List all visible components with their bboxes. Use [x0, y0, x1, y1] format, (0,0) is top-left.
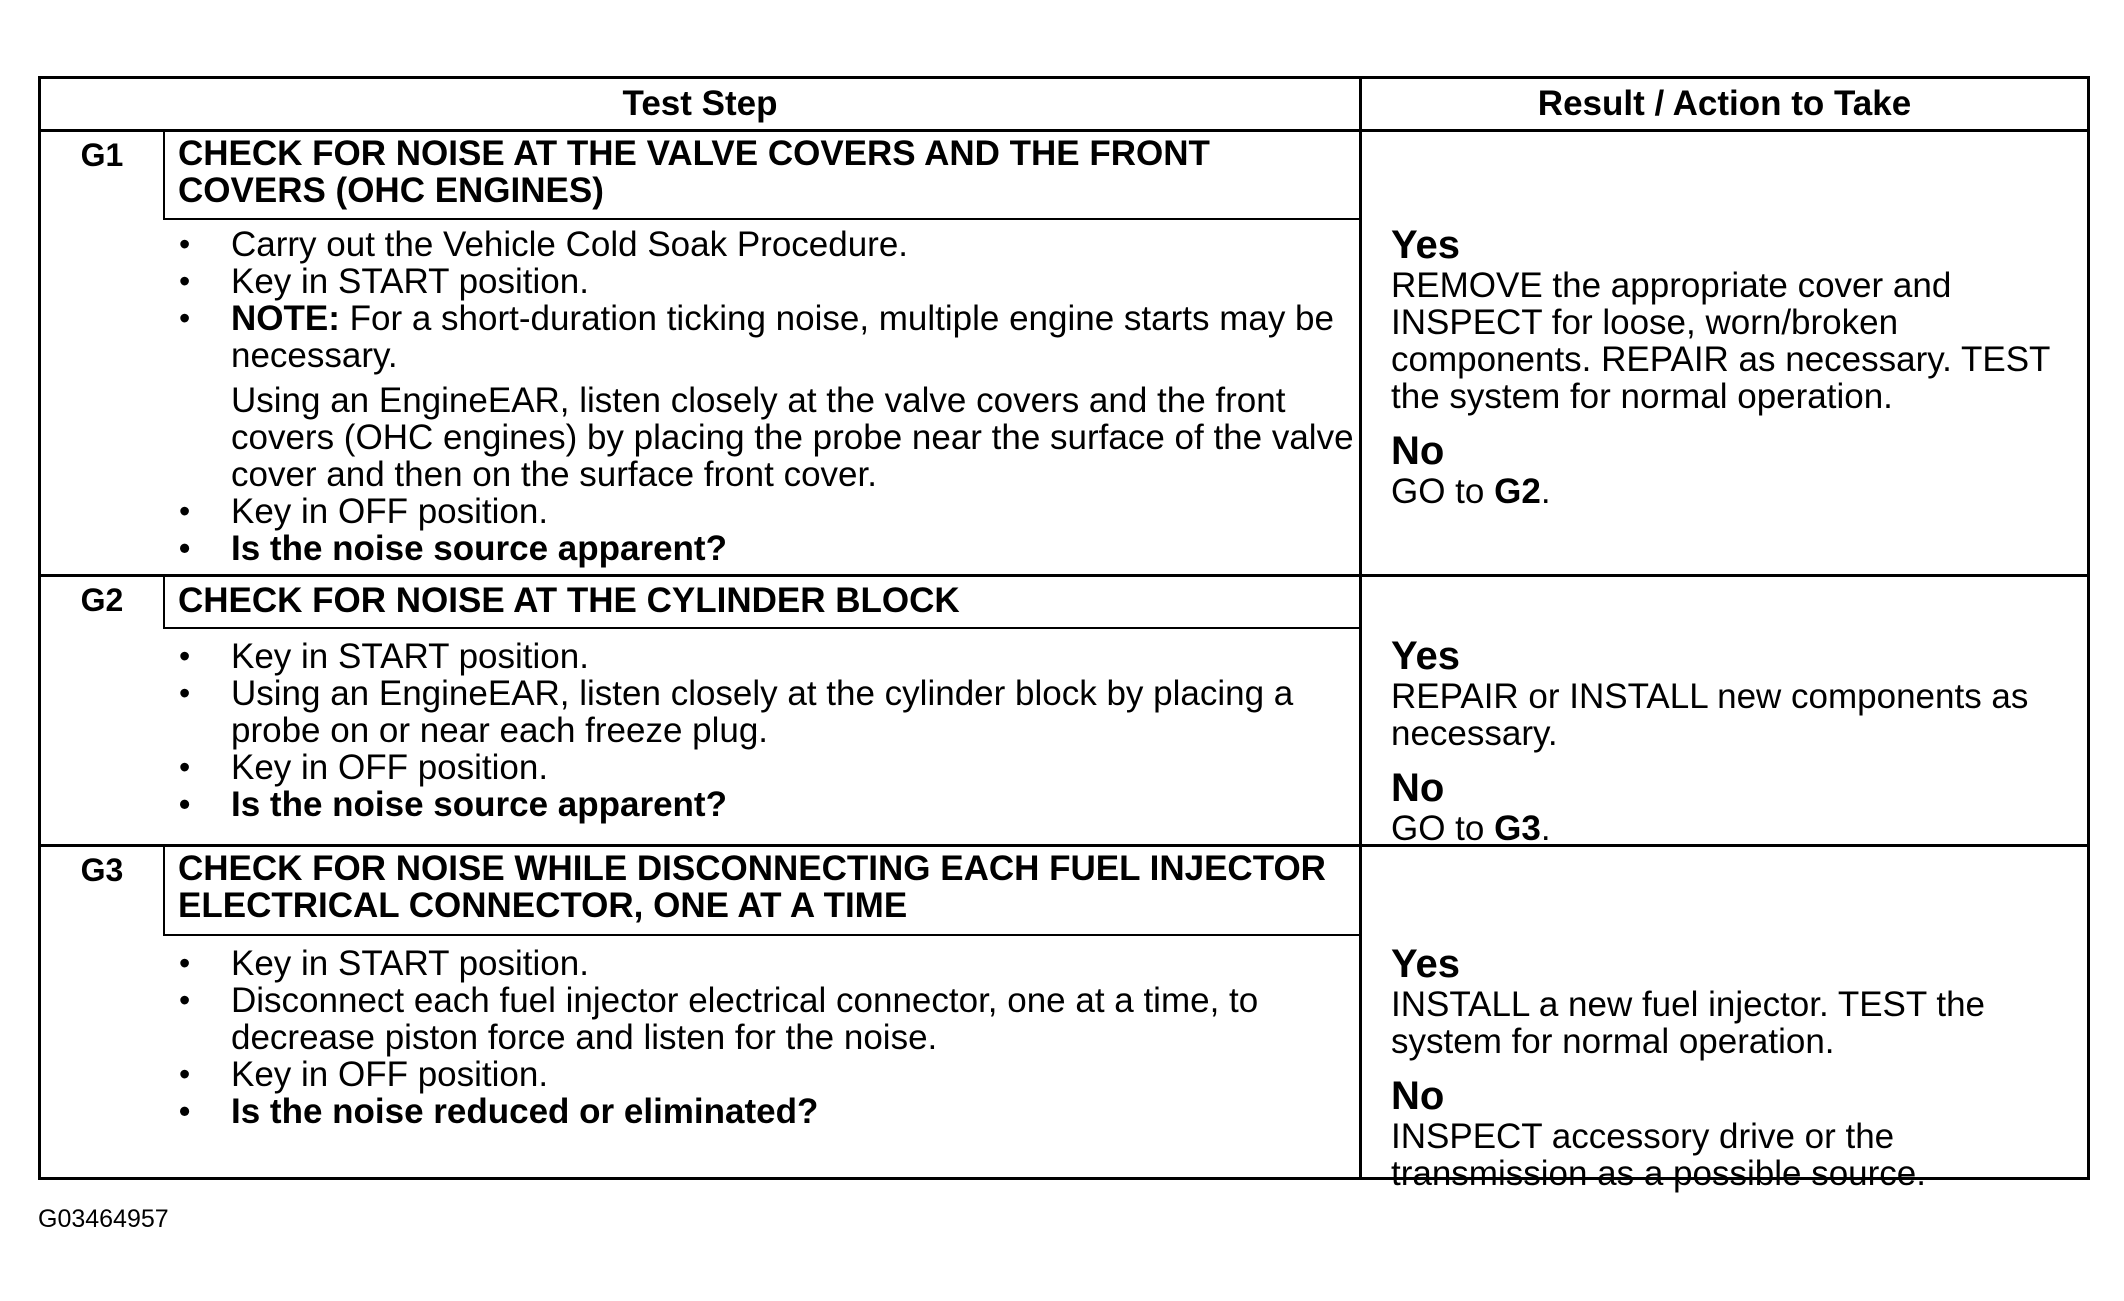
title-underline-g1	[163, 218, 1361, 220]
list-item: • Disconnect each fuel injector electrical connector, one at a time, to decrease piston force and listen for the noise.	[179, 981, 1259, 1057]
bullet-icon: •	[179, 638, 191, 674]
yes-action: INSTALL a new fuel injector. TEST the system for normal operation.	[1391, 985, 1986, 1061]
list-item-question: • Is the noise reduced or eliminated?	[179, 1092, 819, 1131]
bullet-icon: •	[179, 982, 191, 1018]
list-item: • Key in START position.	[179, 944, 589, 983]
bullet-icon: •	[179, 1093, 191, 1129]
yes-label: Yes	[1391, 223, 1460, 267]
yes-action: REMOVE the appropriate cover and INSPECT for loose, worn/broken components. REPAIR as necessary. TEST the system for normal operation.	[1391, 266, 2050, 416]
list-item: • Using an EngineEAR, listen closely at the cylinder block by placing a probe on or near each freeze plug.	[179, 674, 1294, 750]
id-divider-g2	[163, 576, 165, 629]
step-title-g1: CHECK FOR NOISE AT THE VALVE COVERS AND THE FRONT COVERS (OHC ENGINES)	[178, 134, 1210, 210]
id-divider-g1	[163, 131, 165, 220]
bullet-icon: •	[179, 493, 191, 529]
bullet-icon: •	[179, 945, 191, 981]
list-item-question: • Is the noise source apparent?	[179, 529, 727, 568]
list-item: • Carry out the Vehicle Cold Soak Procedure.	[179, 225, 909, 264]
step-title-g3: CHECK FOR NOISE WHILE DISCONNECTING EACH FUEL INJECTOR ELECTRICAL CONNECTOR, ONE AT A TIME	[178, 849, 1326, 925]
bullet-icon: •	[179, 263, 191, 299]
no-action: GO to G2.	[1391, 472, 1551, 511]
id-divider-g3	[163, 846, 165, 936]
list-item-note: • NOTE: For a short-duration ticking noise, multiple engine starts may be necessary. Using an EngineEAR, listen closely at the valve covers and the front covers (OHC engines) by placing the probe near the surface of the valve cover and then on the surface front cover.	[171, 300, 1361, 493]
no-action: GO to G3.	[1391, 809, 1551, 848]
bullet-icon: •	[179, 300, 191, 336]
bullet-icon: •	[179, 749, 191, 785]
bullet-icon: •	[179, 1056, 191, 1092]
list-item: • Key in OFF position.	[179, 492, 549, 531]
result-g1	[1391, 223, 2091, 510]
no-label: No	[1391, 766, 1445, 810]
list-item-question: • Is the noise source apparent?	[179, 785, 727, 824]
result-g2	[1391, 634, 2091, 847]
step-id-g1: G1	[80, 137, 124, 173]
header-divider	[41, 129, 2087, 132]
bullet-icon: •	[179, 530, 191, 566]
no-action: INSPECT accessory drive or the transmission as a possible source.	[1391, 1117, 1926, 1193]
result-g3	[1391, 942, 2091, 1192]
header-test-step: Test Step	[622, 84, 778, 123]
step-bullets-g3	[171, 945, 1361, 1130]
figure-id: G03464957	[38, 1205, 169, 1233]
no-label: No	[1391, 429, 1445, 473]
yes-label: Yes	[1391, 634, 1460, 678]
title-underline-g2	[163, 627, 1361, 629]
step-separator-1	[41, 574, 2087, 577]
step-id-g2: G2	[80, 582, 124, 618]
no-label: No	[1391, 1074, 1445, 1118]
step-bullets-g2	[171, 638, 1361, 823]
note-label: NOTE:	[231, 299, 340, 338]
step-id-g3: G3	[80, 852, 124, 888]
list-item: • Key in START position.	[179, 262, 589, 301]
list-item: • Key in START position.	[179, 637, 589, 676]
title-underline-g3	[163, 934, 1361, 936]
bullet-icon: •	[179, 226, 191, 262]
list-item: • Key in OFF position.	[179, 748, 549, 787]
yes-action: REPAIR or INSTALL new components as necessary.	[1391, 677, 2029, 753]
bullet-icon: •	[179, 675, 191, 711]
bullet-icon: •	[179, 786, 191, 822]
list-item: • Key in OFF position.	[179, 1055, 549, 1094]
header-result-action: Result / Action to Take	[1537, 84, 1912, 123]
diagnostic-table	[38, 76, 2090, 1193]
yes-label: Yes	[1391, 942, 1460, 986]
step-title-g2: CHECK FOR NOISE AT THE CYLINDER BLOCK	[178, 581, 960, 620]
step-bullets-g1	[171, 226, 1361, 567]
note-continuation: Using an EngineEAR, listen closely at the valve covers and the front covers (OHC engines) by placing the probe near the surface of the valve cover and then on the surface front cover.	[231, 381, 1354, 494]
